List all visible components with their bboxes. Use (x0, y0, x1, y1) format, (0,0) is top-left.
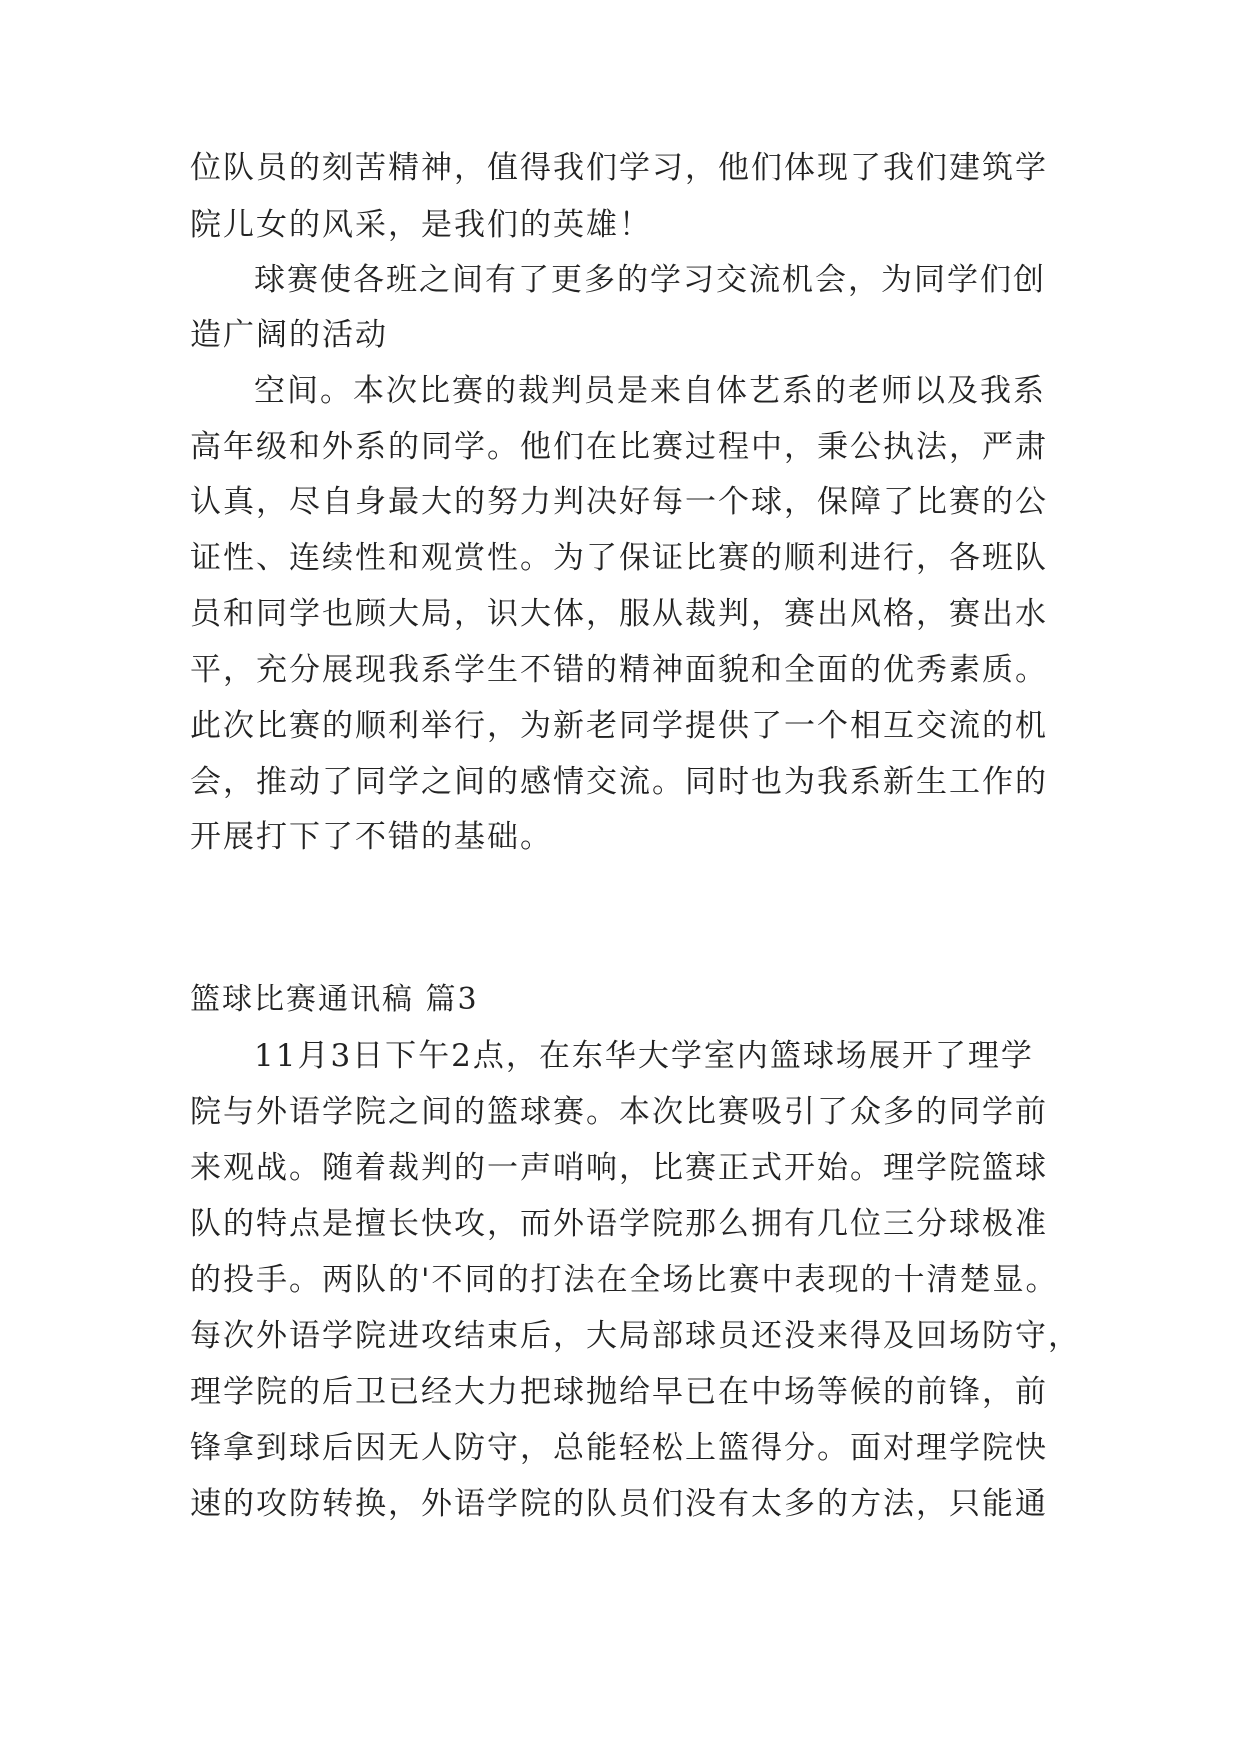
section-heading: 篮球比赛通讯稿 篇3 (190, 982, 479, 1017)
text-line: 院与外语学院之间的篮球赛。本次比赛吸引了众多的同学前 (190, 1094, 1048, 1130)
text-line: 空间。本次比赛的裁判员是来自体艺系的老师以及我系 (254, 373, 1046, 409)
text-line: 高年级和外系的同学。他们在比赛过程中，秉公执法，严肃 (190, 429, 1048, 465)
text-line: 平，充分展现我系学生不错的精神面貌和全面的优秀素质。 (190, 652, 1048, 688)
text-line: 球赛使各班之间有了更多的学习交流机会，为同学们创 (254, 262, 1046, 298)
text-line: 11月3日下午2点，在东华大学室内篮球场展开了理学 (254, 1038, 1034, 1074)
text-line: 理学院的后卫已经大力把球抛给早已在中场等候的前锋，前 (190, 1374, 1048, 1410)
text-line: 开展打下了不错的基础。 (190, 819, 553, 855)
text-line: 队的特点是擅长快攻，而外语学院那么拥有几位三分球极准 (190, 1206, 1048, 1242)
text-line: 速的攻防转换，外语学院的队员们没有太多的方法，只能通 (190, 1486, 1048, 1522)
text-line: 位队员的刻苦精神，值得我们学习，他们体现了我们建筑学 (190, 150, 1048, 186)
text-line: 此次比赛的顺利举行，为新老同学提供了一个相互交流的机 (190, 708, 1048, 744)
text-line: 每次外语学院进攻结束后，大局部球员还没来得及回场防守， (190, 1318, 1081, 1354)
text-line: 员和同学也顾大局，识大体，服从裁判，赛出风格，赛出水 (190, 596, 1048, 632)
text-line: 认真，尽自身最大的努力判决好每一个球，保障了比赛的公 (190, 484, 1048, 520)
text-line: 的投手。两队的'不同的打法在全场比赛中表现的十清楚显。 (190, 1262, 1059, 1298)
text-line: 造广阔的活动 (190, 317, 388, 353)
text-line: 来观战。随着裁判的一声哨响，比赛正式开始。理学院篮球 (190, 1150, 1048, 1186)
text-line: 会，推动了同学之间的感情交流。同时也为我系新生工作的 (190, 764, 1048, 800)
text-line: 锋拿到球后因无人防守，总能轻松上篮得分。面对理学院快 (190, 1430, 1048, 1466)
text-line: 证性、连续性和观赏性。为了保证比赛的顺利进行，各班队 (190, 540, 1048, 576)
text-line: 院儿女的风采，是我们的英雄！ (190, 207, 652, 243)
